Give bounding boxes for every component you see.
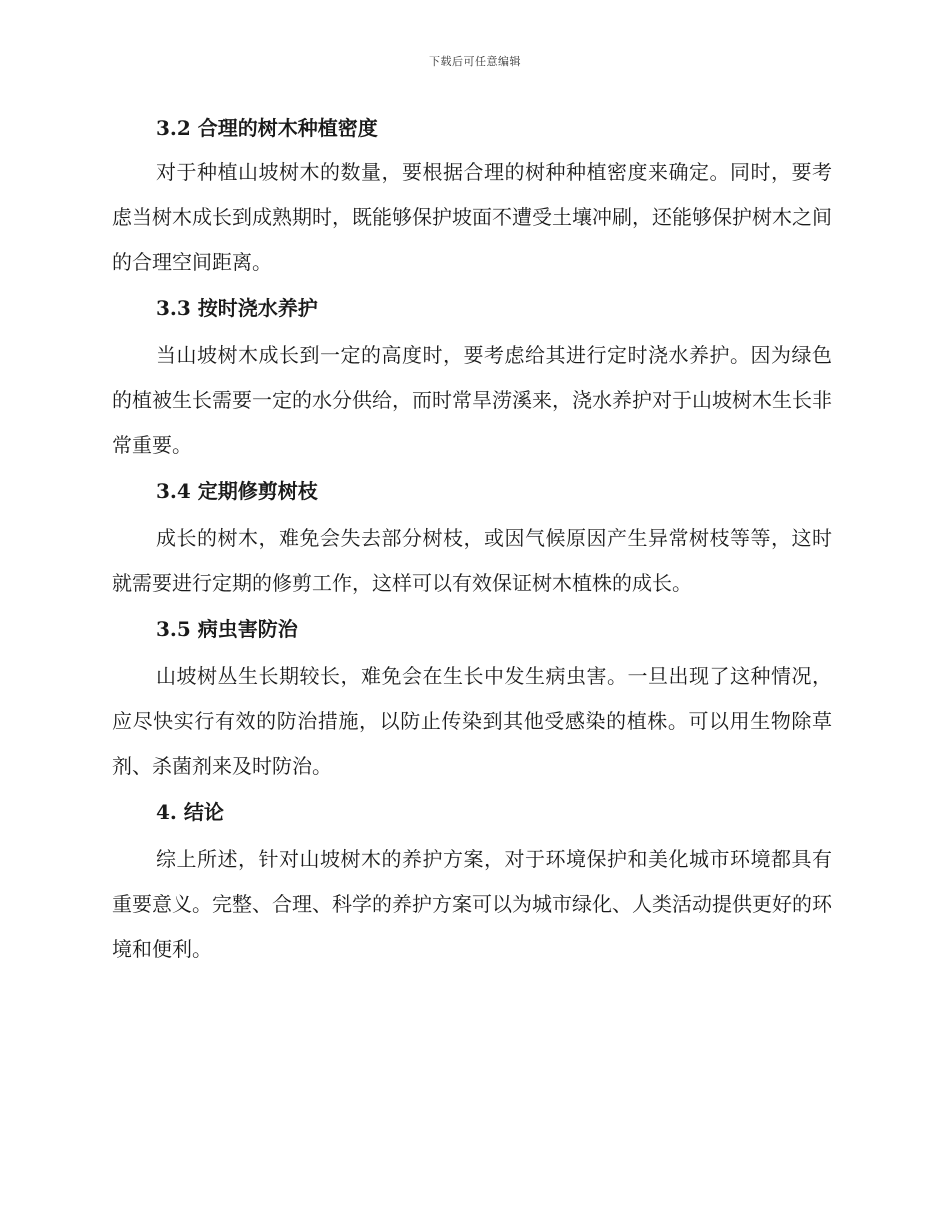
section-heading: 3.4 定期修剪树枝 [156, 479, 318, 503]
section-heading: 3.2 合理的树木种植密度 [156, 116, 378, 140]
document-body [112, 108, 832, 975]
section-3-3 [112, 288, 832, 468]
page-header-note: 下载后可任意编辑 [429, 55, 521, 68]
section-4-conclusion [112, 792, 832, 972]
section-3-4 [112, 471, 832, 606]
section-heading: 3.5 病虫害防治 [156, 617, 298, 641]
section-heading: 3.3 按时浇水养护 [156, 296, 318, 320]
section-3-2 [112, 108, 832, 285]
section-paragraph: 对于种植山坡树木的数量，要根据合理的树种种植密度来确定。同时，要考虑当树木成长到成熟期时，既能够保护坡面不遭受土壤冲刷，还能够保护树木之间的合理空间距离。 [112, 160, 832, 274]
section-paragraph: 山坡树丛生长期较长，难免会在生长中发生病虫害。一旦出现了这种情况，应尽快实行有效的防治措施，以防止传染到其他受感染的植株。可以用生物除草剂、杀菌剂来及时防治。 [112, 664, 832, 778]
section-paragraph: 当山坡树木成长到一定的高度时，要考虑给其进行定时浇水养护。因为绿色的植被生长需要一定的水分供给，而时常旱涝溪来，浇水养护对于山坡树木生长非常重要。 [112, 343, 832, 457]
section-paragraph: 综上所述，针对山坡树木的养护方案，对于环境保护和美化城市环境都具有重要意义。完整、合理、科学的养护方案可以为城市绿化、人类活动提供更好的环境和便利。 [112, 847, 832, 961]
section-heading: 4. 结论 [156, 800, 224, 824]
section-paragraph: 成长的树木，难免会失去部分树枝，或因气候原因产生异常树枝等等，这时就需要进行定期的修剪工作，这样可以有效保证树木植株的成长。 [112, 526, 832, 595]
section-3-5 [112, 609, 832, 789]
